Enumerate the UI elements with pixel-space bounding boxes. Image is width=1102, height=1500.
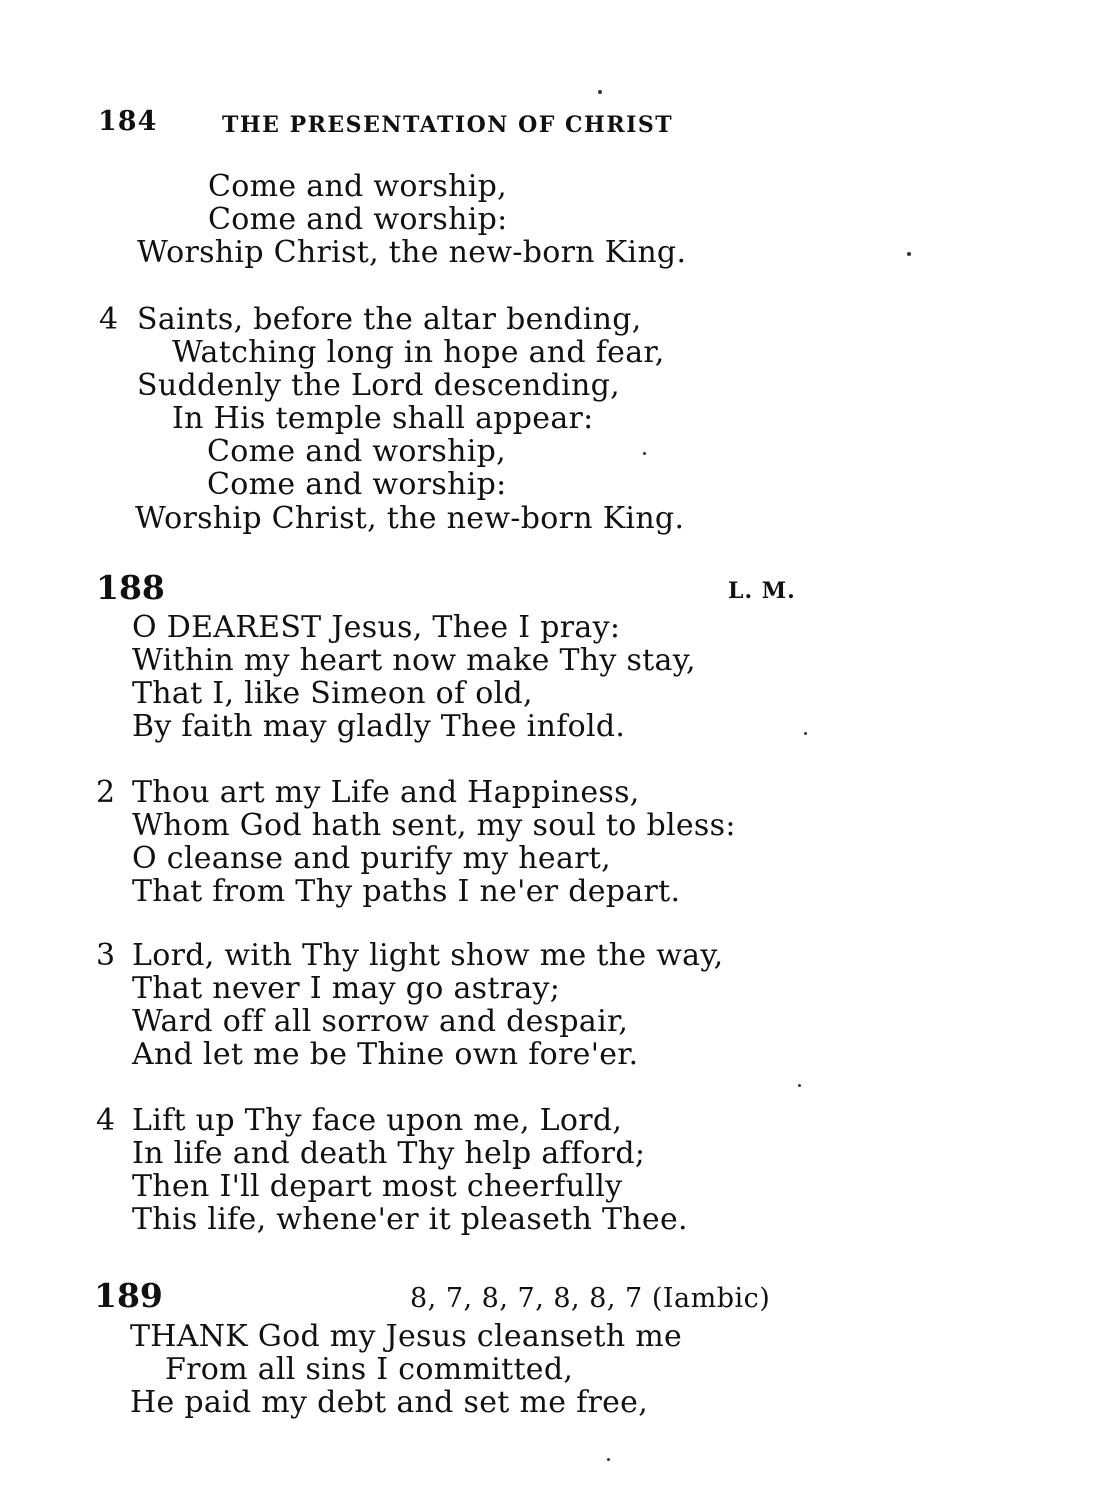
verse-line: Come and worship: xyxy=(208,202,508,237)
verse-number: 2 xyxy=(96,775,116,810)
scan-speck xyxy=(643,452,646,455)
verse-number: 4 xyxy=(99,302,119,337)
verse-line: That never I may go astray; xyxy=(132,971,561,1006)
verse-line: Lord, with Thy light show me the way, xyxy=(132,938,724,973)
scan-speck xyxy=(804,732,807,735)
verse-line: O cleanse and purify my heart, xyxy=(132,841,611,876)
verse-line: Lift up Thy face upon me, Lord, xyxy=(132,1103,623,1138)
verse-line: In life and death Thy help afford; xyxy=(132,1136,646,1171)
verse-line: Suddenly the Lord descending, xyxy=(137,368,620,403)
verse-line: From all sins I committed, xyxy=(165,1352,574,1387)
verse-line: Watching long in hope and fear, xyxy=(172,335,665,370)
running-title: THE PRESENTATION OF CHRIST xyxy=(222,112,674,138)
running-head xyxy=(98,106,718,140)
verse-line: And let me be Thine own fore'er. xyxy=(132,1037,639,1072)
scan-speck xyxy=(798,1084,801,1087)
verse-line: Thou art my Life and Happiness, xyxy=(132,775,640,810)
verse-line: In His temple shall appear: xyxy=(172,401,594,436)
verse-number: 4 xyxy=(96,1103,116,1138)
verse-line: Come and worship, xyxy=(207,434,506,469)
verse-line: By faith may gladly Thee infold. xyxy=(132,709,626,744)
hymn-meter: L. M. xyxy=(728,578,796,604)
verse-number: 3 xyxy=(96,938,116,973)
verse-line: Saints, before the altar bending, xyxy=(137,302,642,337)
scan-speck xyxy=(907,252,911,256)
verse-line: Worship Christ, the new-born King. xyxy=(135,501,685,536)
verse-line: Ward off all sorrow and despair, xyxy=(132,1004,629,1039)
verse-line: That from Thy paths I ne'er depart. xyxy=(132,874,681,909)
hymn-number: 188 xyxy=(96,568,165,607)
verse-line: Whom God hath sent, my soul to bless: xyxy=(132,808,736,843)
page-number: 184 xyxy=(98,106,158,137)
verse-line: Worship Christ, the new-born King. xyxy=(137,235,687,270)
scan-speck xyxy=(598,90,602,94)
verse-line: This life, whene'er it pleaseth Thee. xyxy=(132,1202,688,1237)
verse-line: Come and worship, xyxy=(208,169,507,204)
verse-line: Within my heart now make Thy stay, xyxy=(132,643,696,678)
scan-speck xyxy=(607,1458,610,1461)
verse-line: Then I'll depart most cheerfully xyxy=(132,1169,623,1204)
verse-line: THANK God my Jesus cleanseth me xyxy=(130,1319,683,1354)
hymn-number: 189 xyxy=(94,1276,163,1315)
verse-line: O DEAREST Jesus, Thee I pray: xyxy=(132,610,621,645)
verse-line: That I, like Simeon of old, xyxy=(132,676,533,711)
hymn-meter: 8, 7, 8, 7, 8, 8, 7 (Iambic) xyxy=(410,1283,771,1314)
verse-line: He paid my debt and set me free, xyxy=(130,1385,649,1420)
verse-line: Come and worship: xyxy=(207,467,507,502)
